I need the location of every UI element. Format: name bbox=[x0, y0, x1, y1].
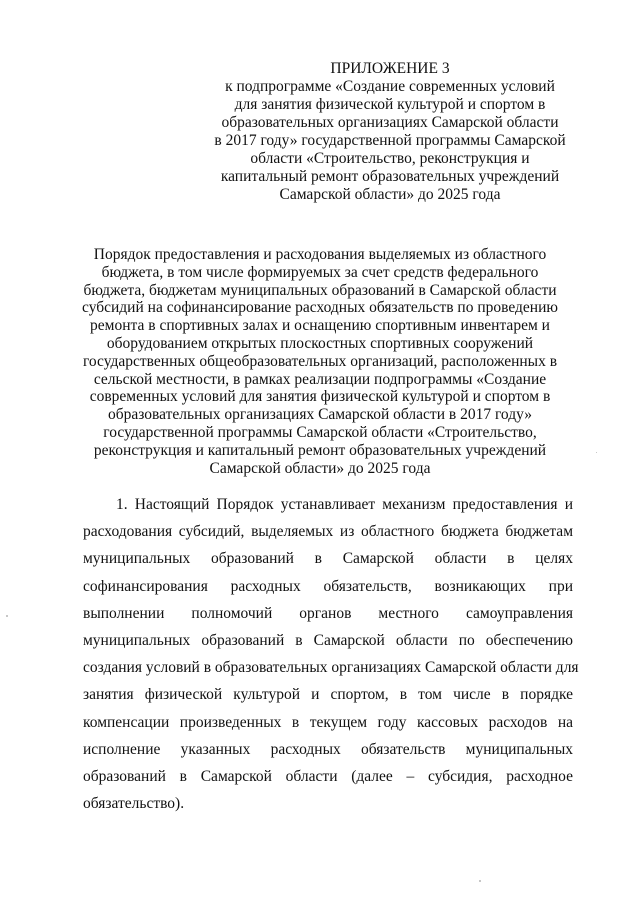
order-title-line: современных условий для занятия физической культурой и спортом в bbox=[89, 388, 551, 406]
paragraph-line: создания условий в образовательных организациях Самарской области для bbox=[83, 659, 579, 677]
appendix-line: Самарской области» до 2025 года bbox=[279, 186, 501, 203]
order-title bbox=[70, 246, 570, 477]
paragraph-line: обязательство). bbox=[83, 795, 185, 813]
order-title-line: образовательных организациях Самарской области в 2017 году» bbox=[107, 406, 532, 424]
order-title-line: Порядок предоставления и расходования выделяемых из областного bbox=[93, 246, 547, 263]
scan-speck bbox=[479, 880, 481, 882]
order-title-line: ремонта в спортивных залах и оснащению спортивным инвентарем и bbox=[90, 317, 550, 335]
paragraph-line: занятия физической культурой и спортом, в том числе в порядке bbox=[83, 686, 573, 704]
appendix-header bbox=[190, 60, 590, 204]
order-title-line: сельской местности, в рамках реализации подпрограммы «Создание bbox=[93, 370, 547, 388]
appendix-title: ПРИЛОЖЕНИЕ 3 bbox=[330, 60, 450, 77]
paragraph-line: расходования субсидий, выделяемых из областного бюджета бюджетам bbox=[83, 523, 573, 541]
order-title-line: оборудованием открытых плоскостных спортивных сооружений bbox=[106, 334, 534, 352]
scan-speck bbox=[6, 615, 8, 617]
order-title-line: субсидий на софинансирование расходных обязательств по проведению bbox=[82, 299, 558, 317]
paragraph-line: исполнение указанных расходных обязательств муниципальных bbox=[83, 740, 573, 758]
appendix-line: в 2017 году» государственной программы Самарской bbox=[214, 132, 566, 149]
appendix-line: образовательных организациях Самарской области bbox=[221, 114, 559, 131]
paragraph-line: 1. Настоящий Порядок устанавливает механизм предоставления и bbox=[116, 496, 573, 513]
appendix-line: для занятия физической культурой и спортом в bbox=[234, 96, 546, 113]
paragraph-line: муниципальных образований в Самарской области в целях bbox=[83, 550, 573, 568]
paragraph-line: образований в Самарской области (далее – субсидия, расходное bbox=[83, 767, 573, 785]
paragraph-line: выполнении полномочий органов местного самоуправления bbox=[83, 604, 573, 622]
order-title-line: государственных общеобразовательных организаций, расположенных в bbox=[82, 352, 558, 370]
order-title-line: бюджета, в том числе формируемых за счет средств федерального bbox=[101, 263, 539, 281]
order-title-line: государственной программы Самарской области «Строительство, bbox=[103, 423, 537, 441]
scan-speck bbox=[596, 452, 597, 453]
order-title-line: Самарской области» до 2025 года bbox=[209, 459, 431, 477]
appendix-line: капитальный ремонт образовательных учреждений bbox=[220, 168, 560, 185]
paragraph-line: компенсации произведенных в текущем году кассовых расходов на bbox=[83, 713, 573, 731]
appendix-line: области «Строительство, реконструкция и bbox=[250, 150, 530, 167]
paragraph-1 bbox=[83, 491, 579, 817]
paragraph-line: софинансирования расходных обязательств, возникающих при bbox=[83, 577, 573, 595]
appendix-line: к подпрограмме «Создание современных условий bbox=[225, 78, 555, 95]
order-title-line: бюджета, бюджетам муниципальных образований в Самарской области bbox=[83, 281, 557, 299]
order-title-line: реконструкция и капитальный ремонт образовательных учреждений bbox=[93, 441, 547, 459]
paragraph-line: муниципальных образований в Самарской области по обеспечению bbox=[83, 631, 573, 649]
